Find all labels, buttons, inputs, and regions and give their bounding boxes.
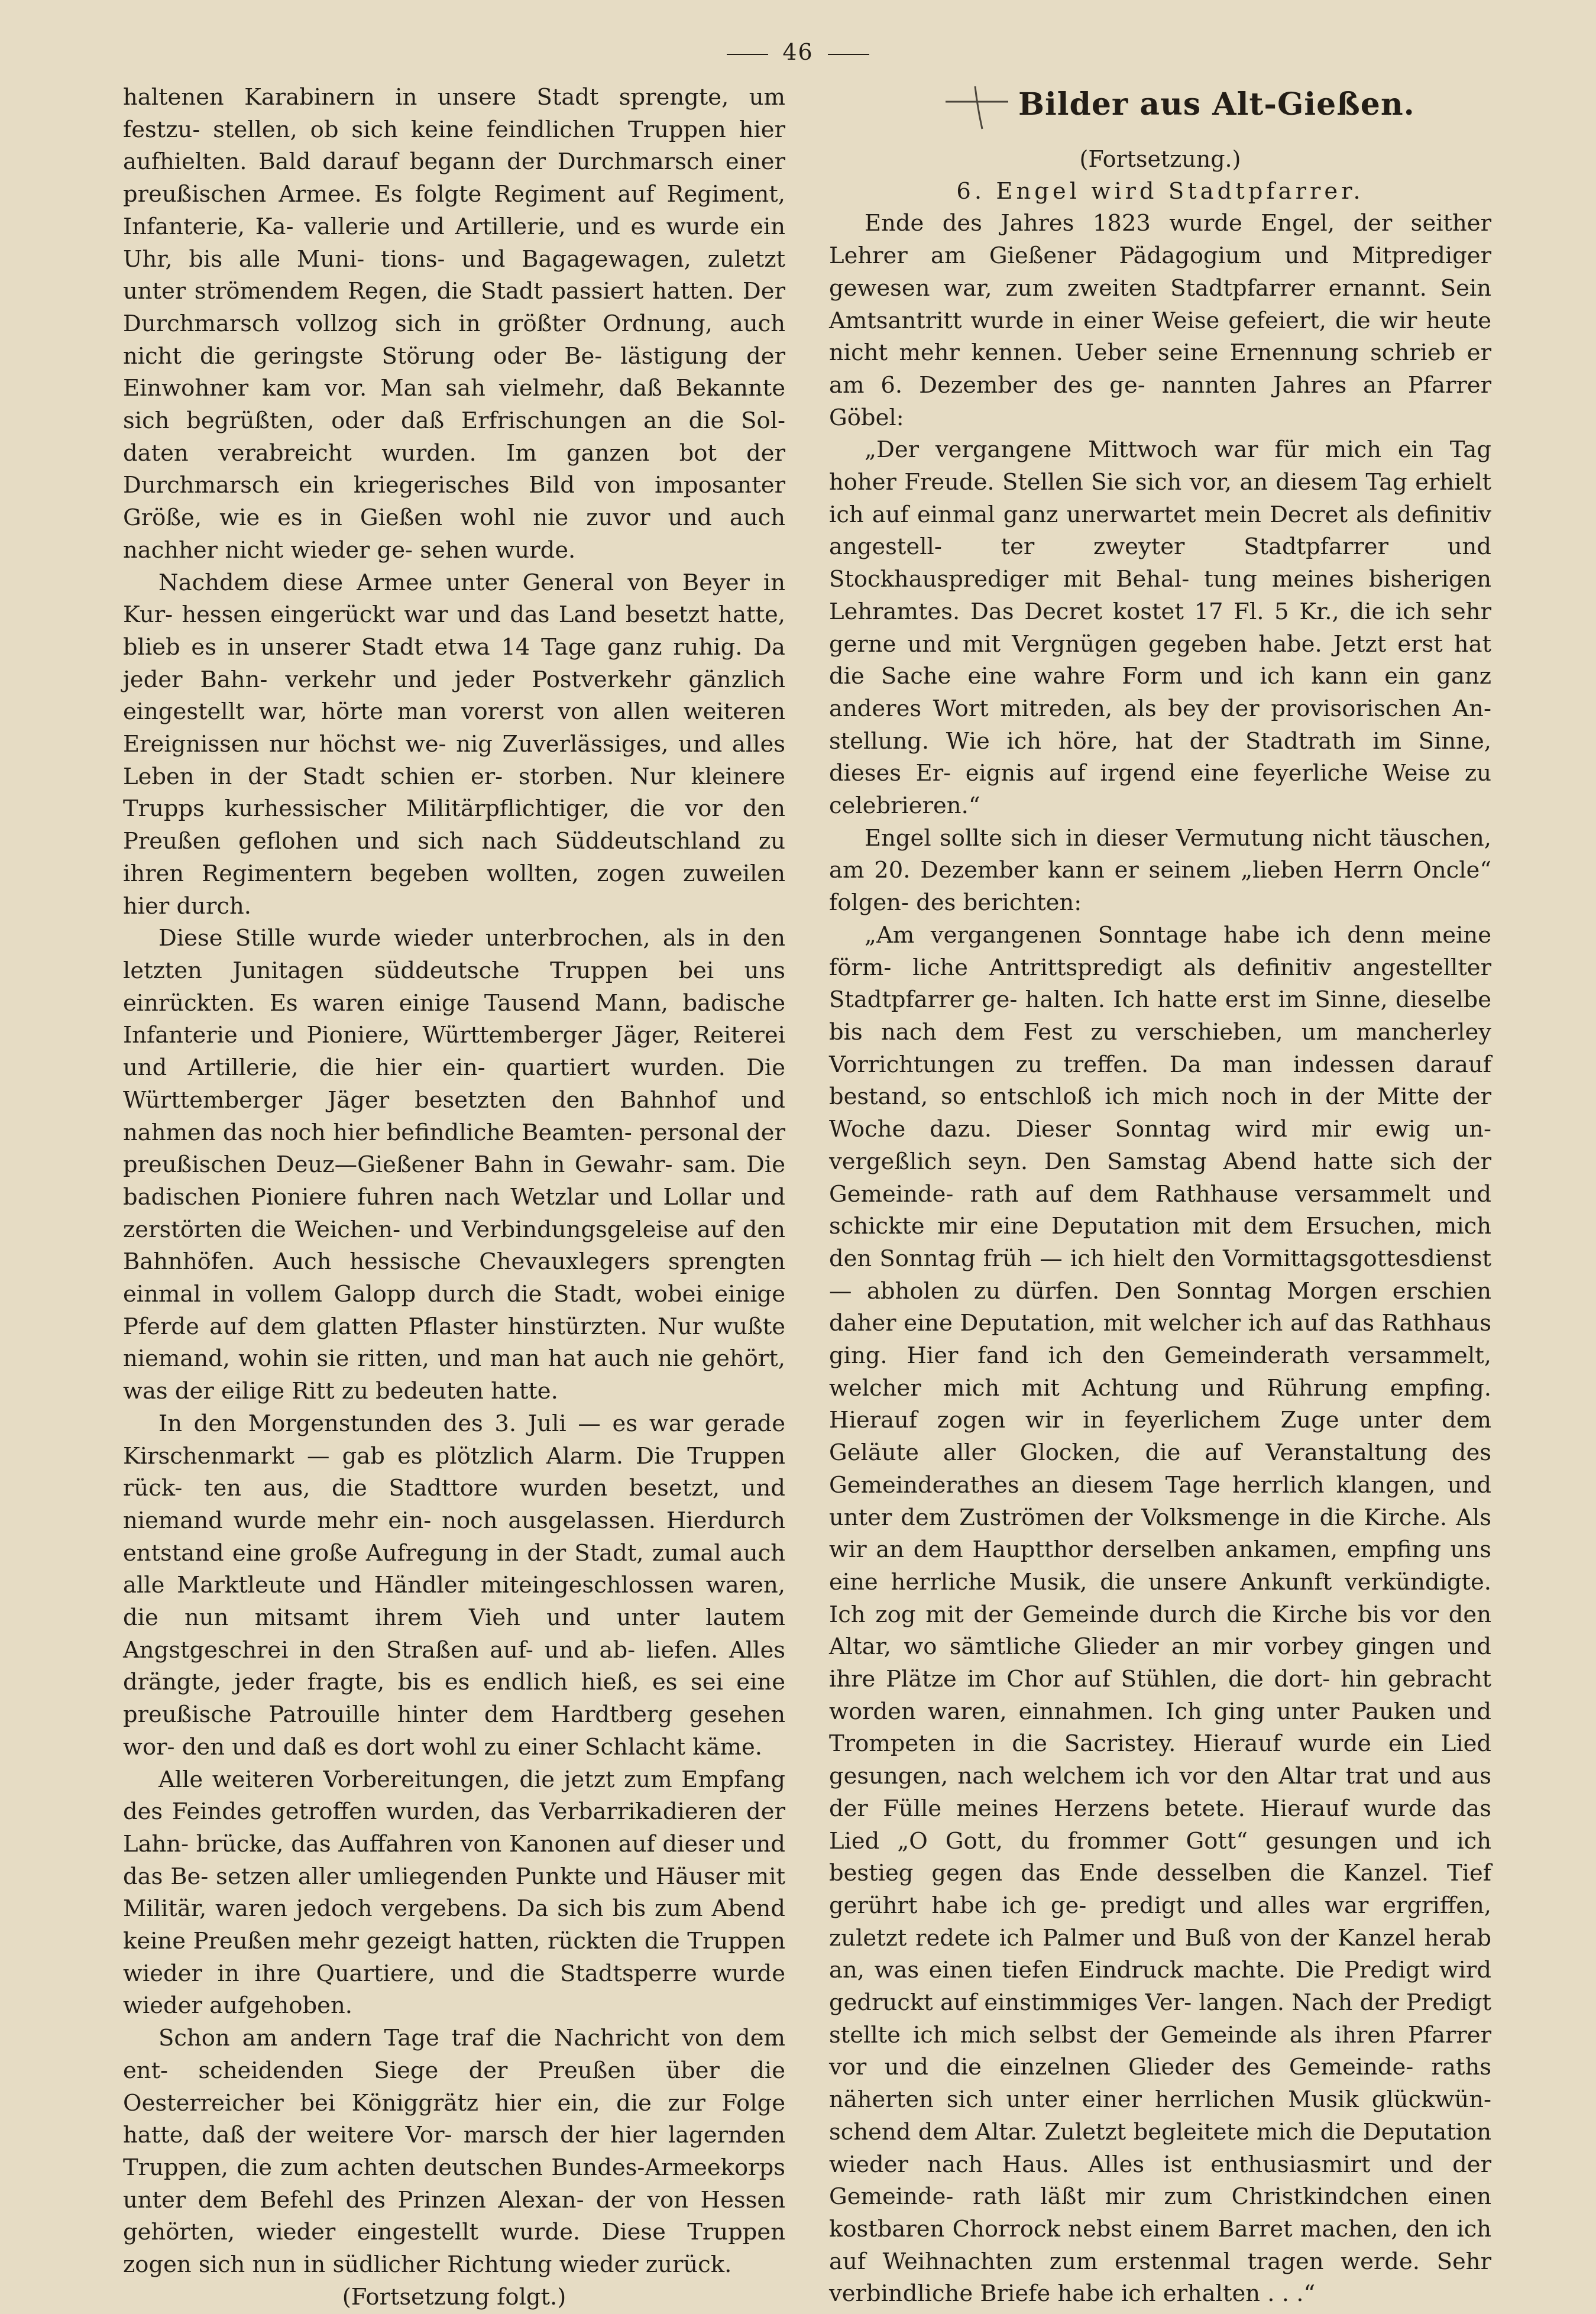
left-column bbox=[123, 82, 785, 2314]
article-subtitle: (Fortsetzung.) bbox=[1079, 146, 1241, 172]
article-title: Bilder aus Alt-Gießen. bbox=[1018, 86, 1415, 122]
paragraph: Ende des Jahres 1823 wurde Engel, der seither Lehrer am Gießener Pädagogium und Mitprediger gewesen war, zum zweiten Stadtpfarrer ernannt. Sein Amtsantritt wurde in einer Weise gefeiert, die wir heute nicht mehr kennen. Ueber seine Ernennung schrieb er am 6. Dezember des ge- nannten Jahres an Pfarrer Göbel: bbox=[829, 210, 1491, 431]
quote-paragraph: „Der vergangene Mittwoch war für mich ein Tag hoher Freude. Stellen Sie sich vor, an diesem Tag erhielt ich auf einmal ganz unerwartet mein Decret als definitiv angestell- ter zweyter Stadtpfarrer und Stockhausprediger mit Behal- tung meines bisherigen Lehramtes. Das Decret kostet 17 Fl. 5 Kr., die ich sehr gerne und mit Vergnügen gegeben habe. Jetzt erst hat die Sache eine wahre Form und ich kann ein ganz anderes Wort mitreden, als bey der provisorischen An- stellung. Wie ich höre, hat der Stadtrath im Sinne, dieses Er- eignis auf irgend eine feyerliche Weise zu celebrieren.“ bbox=[829, 436, 1491, 820]
paragraph: haltenen Karabinern in unsere Stadt sprengte, um festzu- stellen, ob sich keine feindlichen Truppen hier aufhielten. Bald darauf begann der Durchmarsch einer preußischen Armee. Es folgte Regiment auf Regiment, Infanterie, Ka- vallerie und Artillerie, und es wurde ein Uhr, bis alle Muni- tions- und Bagagewagen, zuletzt unter strömendem Regen, die Stadt passiert hatten. Der Durchmarsch vollzog sich in größter Ordnung, auch nicht die geringste Störung oder Be- lästigung der Einwohner kam vor. Man sah vielmehr, daß Bekannte sich begrüßten, oder daß Erfrischungen an die Sol- daten verabreicht wurden. Im ganzen bot der Durchmarsch ein kriegerisches Bild von imposanter Größe, wie es in Gießen wohl nie zuvor und auch nachher nicht wieder ge- sehen wurde. bbox=[123, 84, 785, 564]
paragraph: Schon am andern Tage traf die Nachricht von dem ent- scheidenden Siege der Preußen über die Oesterreicher bei Königgrätz hier ein, die zur Folge hatte, daß der weitere Vor- marsch der hier lagernden Truppen, die zum achten deutschen Bundes-Armeekorps unter dem Befehl des Prinzen Alexan- der von Hessen gehörten, wieder eingestellt wurde. Diese Truppen zogen sich nun in südlicher Richtung wieder zurück. bbox=[123, 2025, 785, 2279]
paragraph: Alle weiteren Vorbereitungen, die jetzt zum Empfang des Feindes getroffen wurden, das Verbarrikadieren der Lahn- brücke, das Auffahren von Kanonen auf dieser und das Be- setzen aller umliegenden Punkte und Häuser mit Militär, waren jedoch vergebens. Da sich bis zum Abend keine Preußen mehr gezeigt hatten, rückten die Truppen wieder in ihre Quartiere, und die Stadtsperre wurde wieder aufgehoben. bbox=[123, 1766, 785, 2020]
paragraph: Engel sollte sich in dieser Vermutung nicht täuschen, am 20. Dezember kann er seinem „lieben Herrn Oncle“ folgen- des berichten: bbox=[829, 824, 1491, 917]
page-number-value: 46 bbox=[782, 39, 814, 65]
right-column bbox=[829, 82, 1491, 2310]
paragraph: In den Morgenstunden des 3. Juli — es war gerade Kirschenmarkt — gab es plötzlich Alarm. Die Truppen rück- ten aus, die Stadttore wurden besetzt, und niemand wurde mehr ein- noch ausgelassen. Hierdurch entstand eine große Aufregung in der Stadt, zumal auch alle Marktleute und Händler miteingeschlossen waren, die nun mitsamt ihrem Vieh und unter lautem Angstgeschrei in den Straßen auf- und ab- liefen. Alles drängte, jeder fragte, bis es endlich hieß, es sei eine preußische Patrouille hinter dem Hardtberg gesehen wor- den und daß es dort wohl zu einer Schlacht käme. bbox=[123, 1410, 785, 1760]
chapter-heading: 6. Engel wird Stadtpfarrer. bbox=[956, 177, 1364, 205]
paragraph: Diese Stille wurde wieder unterbrochen, als in den letzten Junitagen süddeutsche Truppen bei uns einrückten. Es waren einige Tausend Mann, badische Infanterie und Pioniere, Württemberger Jäger, Reiterei und Artillerie, die hier ein- quartiert wurden. Die Württemberger Jäger besetzten den Bahnhof und nahmen das noch hier befindliche Beamten- personal der preußischen Deuz—Gießener Bahn in Gewahr- sam. Die badischen Pioniere fuhren nach Wetzlar und Lollar und zerstörten die Weichen- und Verbindungsgeleise auf den Bahnhöfen. Auch hessische Chevauxlegers sprengten einmal in vollem Galopp durch die Stadt, wobei einige Pferde auf dem glatten Pflaster hinstürzten. Nur wußte niemand, wohin sie ritten, und man hat auch nie gehört, was der eilige Ritt zu bedeuten hatte. bbox=[123, 925, 785, 1405]
quote-paragraph: „Am vergangenen Sonntage habe ich denn meine förm- liche Antrittspredigt als definitiv angestellter Stadtpfarrer ge- halten. Ich hatte erst im Sinne, dieselbe bis nach dem Fest zu verschieben, um mancherley Vorrichtungen zu treffen. Da man indessen darauf bestand, so entschloß ich mich noch in der Mitte der Woche dazu. Dieser Sonntag wird mir ewig un- vergeßlich seyn. Den Samstag Abend hatte sich der Gemeinde- rath auf dem Rathhause versammelt und schickte mir eine Deputation mit dem Ersuchen, mich den Sonntag früh — ich hielt den Vormittagsgottesdienst — abholen zu dürfen. Den Sonntag Morgen erschien daher eine Deputation, mit welcher ich auf das Rathhaus ging. Hier fand ich den Gemeinderath versammelt, welcher mich mit Achtung und Rührung empfing. Hierauf zogen wir in feyerlichem Zuge unter dem Geläute aller Glocken, die auf Veranstaltung des Gemeinderathes an diesem Tage herrlich klangen, und unter dem Zuströmen der Volksmenge in die Kirche. Als wir an dem Hauptthor derselben ankamen, empfing uns eine herrliche Musik, die unsere Ankunft verkündigte. Ich zog mit der Gemeinde durch die Kirche bis vor den Altar, wo sämtliche Glieder an mir vorbey gingen und ihre Plätze im Chor auf Stühlen, die dort- hin gebracht worden waren, einnahmen. Ich ging unter Pauken und Trompeten in die Sacristey. Hierauf wurde ein Lied gesungen, nach welchem ich vor den Altar trat und aus der Fülle meines Herzens betete. Hierauf wurde das Lied „O Gott, du frommer Gott“ gesungen und ich bestieg gegen das Ende desselben die Kanzel. Tief gerührt habe ich ge- predigt und alles war ergriffen, zuletzt redete ich Palmer und Buß von der Kanzel herab an, was einen tiefen Eindruck machte. Die Predigt wird gedruckt auf einstimmiges Ver- langen. Nach der Predigt stellte ich mich selbst der Gemeinde als ihren Pfarrer vor und die einzelnen Glieder des Gemeinde- raths näherten sich unter einer herrlichen Musik glückwün- schend dem Altar. Zuletzt begleitete mich die Deputation wieder nach Haus. Alles ist enthusiasmirt und der Gemeinde- rath läßt mir zum Christkindchen einen kostbaren Chorrock nebst einem Barret machen, den ich auf Weihnachten zum erstenmal tragen werde. Sehr verbindliche Briefe habe ich erhalten . . .“ bbox=[829, 921, 1491, 2307]
page-number bbox=[0, 39, 1596, 65]
cross-mark-icon bbox=[944, 84, 1009, 140]
article-header bbox=[829, 84, 1491, 143]
page-number-dash-left bbox=[727, 54, 768, 55]
paragraph: Nachdem diese Armee unter General von Beyer in Kur- hessen eingerückt war und das Land besetzt hatte, blieb es in unserer Stadt etwa 14 Tage ganz ruhig. Da jeder Bahn- verkehr und jeder Postverkehr gänzlich eingestellt war, hörte man vorerst von allen weiteren Ereignissen nur höchst we- nig Zuverlässiges, und alles Leben in der Stadt schien er- storben. Nur kleinere Trupps kurhessischer Militärpflichtiger, die vor den Preußen geflohen und sich nach Süddeutschland zu ihren Regimentern begeben wollten, zogen zuweilen hier durch. bbox=[123, 569, 785, 920]
continued-note: (Fortsetzung folgt.) bbox=[342, 2283, 566, 2310]
page-number-dash-right bbox=[828, 54, 869, 55]
